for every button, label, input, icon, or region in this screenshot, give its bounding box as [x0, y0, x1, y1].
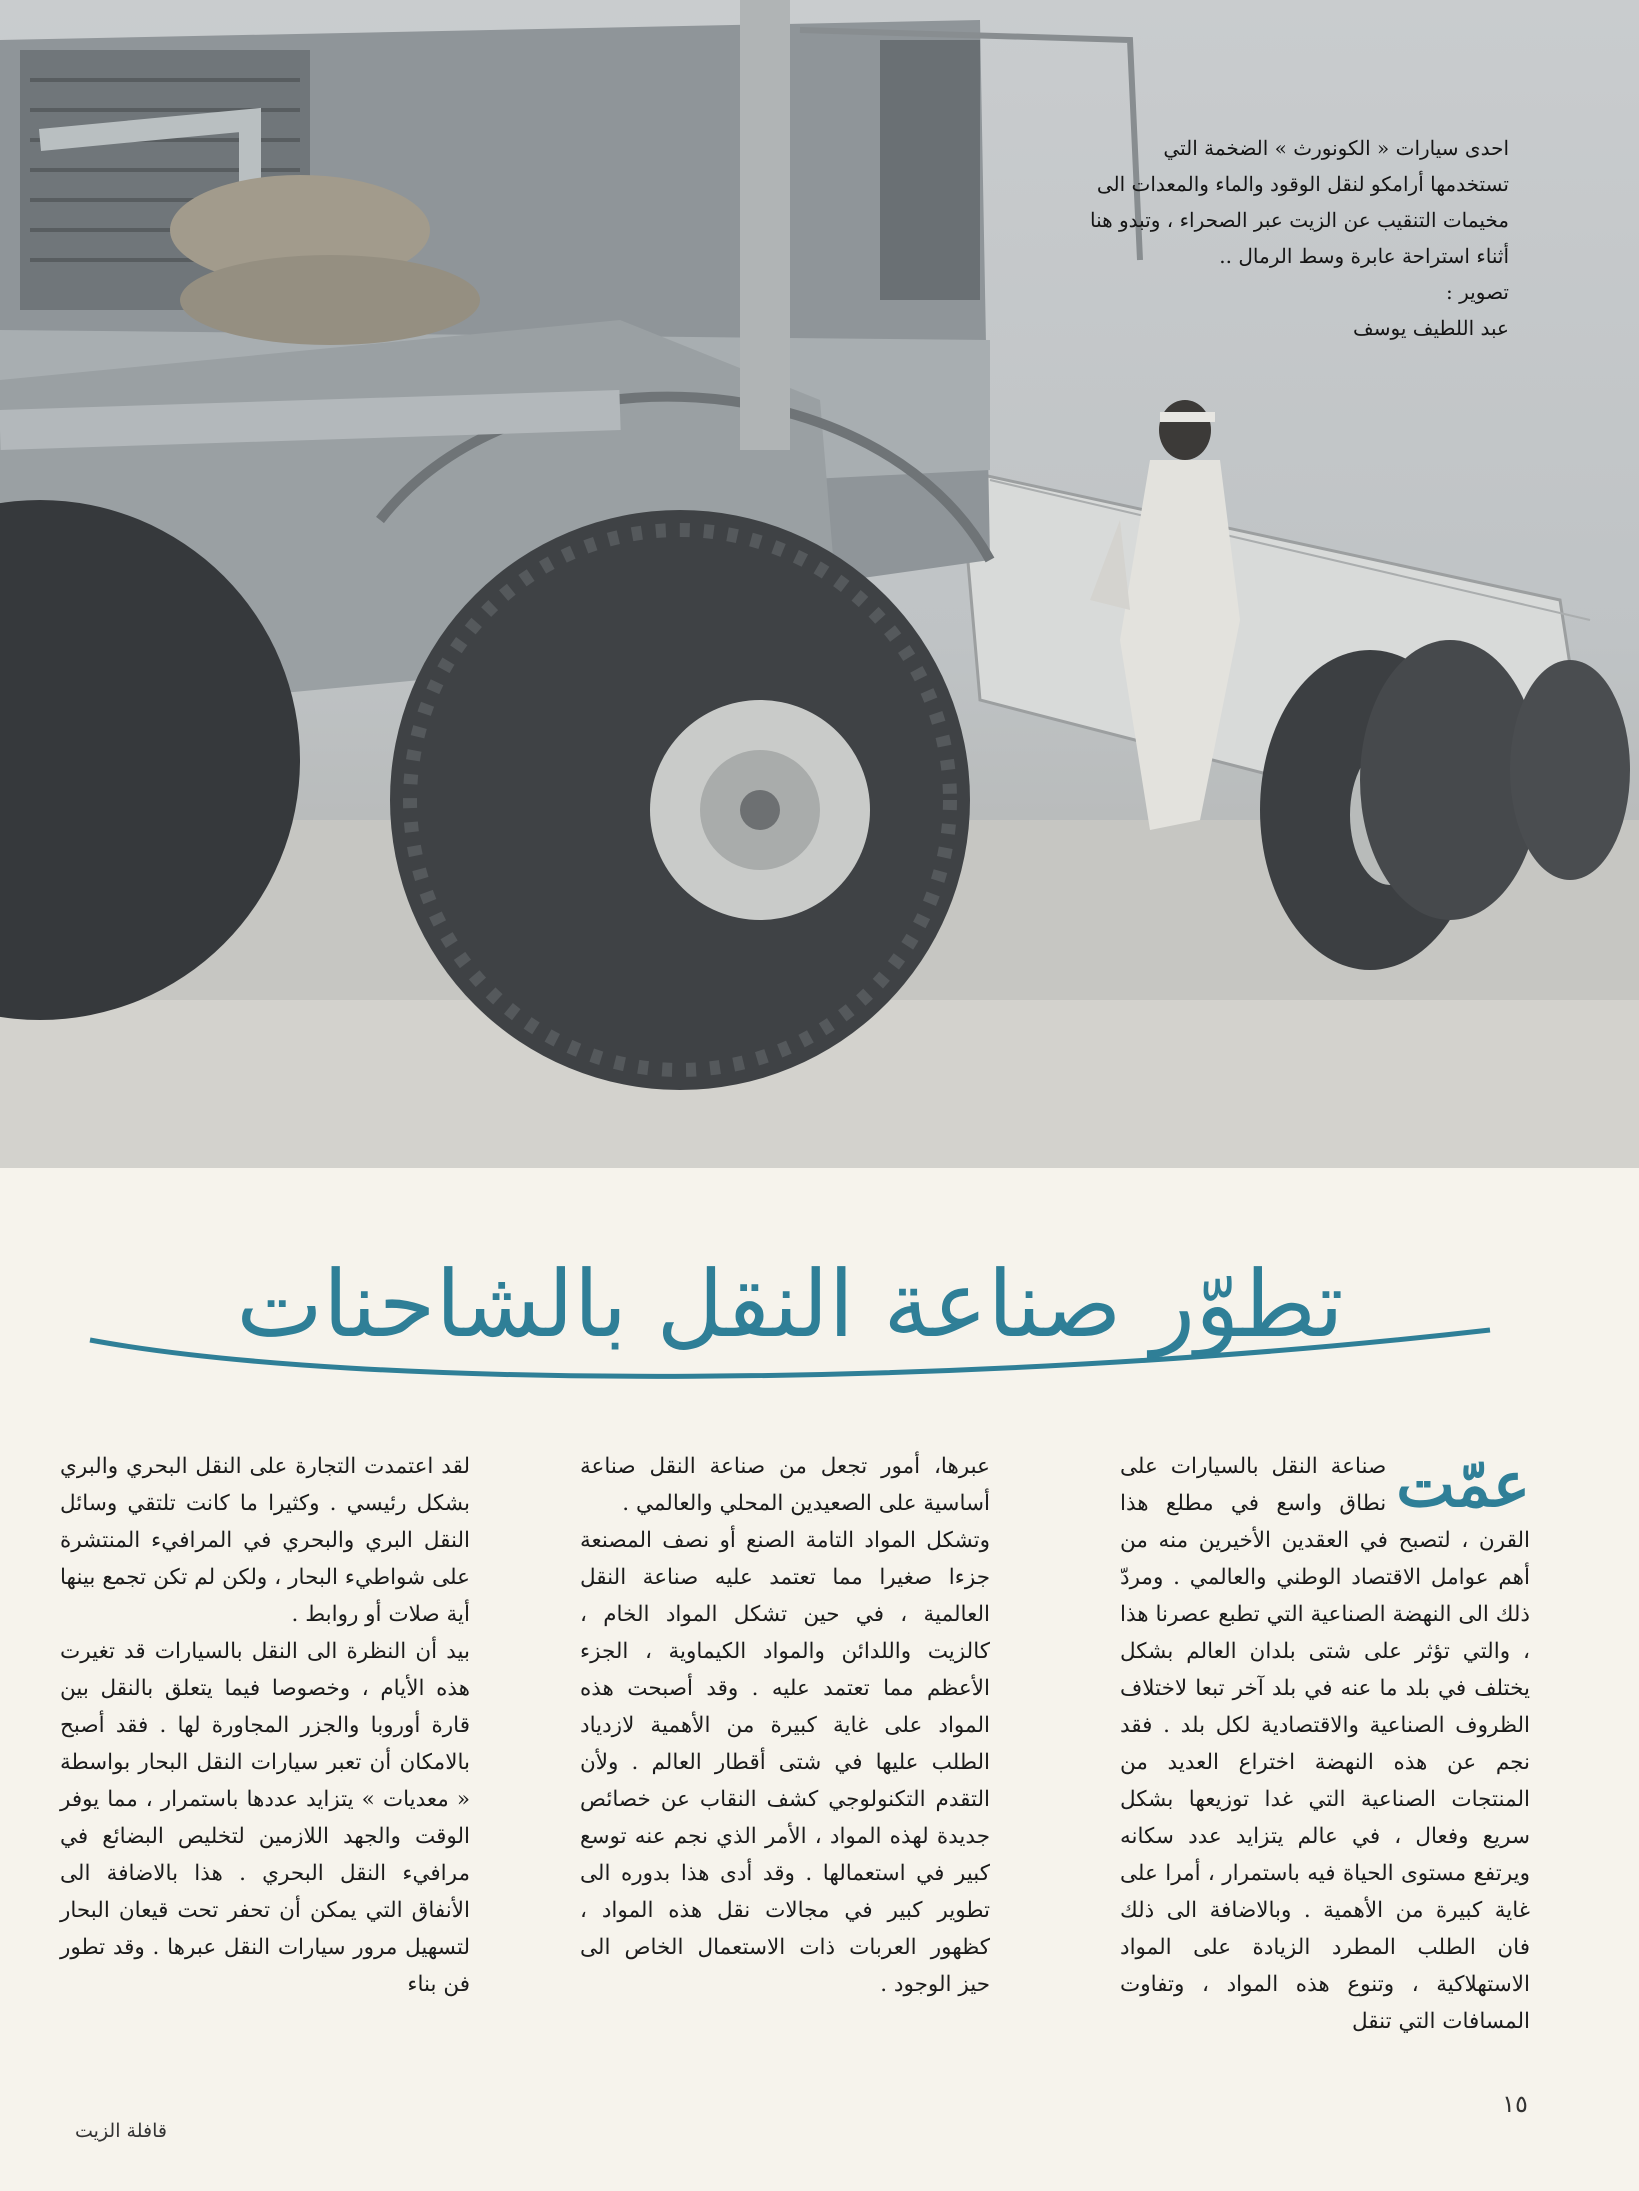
- article-column-1: [1120, 1448, 1530, 2068]
- photo-credit-name: عبد اللطيف يوسف: [1353, 316, 1509, 340]
- headline-swoosh-decoration: [60, 1220, 1520, 1390]
- magazine-footer: قافلة الزيت: [75, 2120, 167, 2142]
- column-1-paragraph: صناعة النقل بالسيارات على نطاق واسع في مطلع هذا القرن ، لتصبح في العقدين الأخيرين منه من أهم عوامل الاقتصاد الوطني والعالمي . ومردّ ذلك الى النهضة الصناعية التي تطبع عصرنا هذا ، والتي تؤثر على شتى بلدان العالم بشكل يختلف في بلد ما عنه في بلد آخر تبعا لاختلاف الظروف الصناعية والاقتصادية لكل بلد . فقد نجم عن هذه النهضة اختراع العديد من المنتجات الصناعية التي غدا توزيعها بشكل سريع وفعال ، في عالم يتزايد عدد سكانه ويرتفع مستوى الحياة فيه باستمرار ، أمرا على غاية كبيرة من الأهمية . وبالاضافة الى ذلك فان الطلب المطرد الزيادة على المواد الاستهلاكية ، وتنوع هذه المواد ، وتفاوت المسافات التي تنقل: [1120, 1454, 1530, 2034]
- photo-credit-label: تصوير :: [1446, 280, 1509, 304]
- photo-caption: [1089, 130, 1509, 346]
- column-2-paragraph-1: عبرها، أمور تجعل من صناعة النقل صناعة أساسية على الصعيدين المحلي والعالمي .: [580, 1454, 990, 1516]
- drop-cap: عمّت: [1396, 1448, 1530, 1521]
- column-3-paragraph-1: لقد اعتمدت التجارة على النقل البحري والبري بشكل رئيسي . وكثيرا ما كانت تلتقي وسائل النقل البري والبحري في المرافيء المنتشرة على شواطيء البحار ، ولكن لم تكن تجمع بينها أية صلات أو روابط .: [60, 1454, 470, 1627]
- article-column-2: [580, 1448, 990, 2068]
- article-headline: [60, 1220, 1520, 1390]
- column-3-paragraph-2: بيد أن النظرة الى النقل بالسيارات قد تغيرت هذه الأيام ، وخصوصا فيما يتعلق بالنقل بين قارة أوروبا والجزر المجاورة لها . فقد أصبح بالامكان أن تعبر سيارات النقل البحار بواسطة « معديات » يتزايد عددها باستمرار ، مما يوفر الوقت والجهد اللازمين لتخليص البضائع في مرافيء النقل البحري . هذا بالاضافة الى الأنفاق التي يمكن أن تحفر تحت قيعان البحار لتسهيل مرور سيارات النقل عبرها . وقد تطور فن بناء: [60, 1639, 471, 1997]
- column-2-paragraph-2: وتشكل المواد التامة الصنع أو نصف المصنعة جزءا صغيرا مما تعتمد عليه صناعة النقل العالمية ، في حين تشكل المواد الخام ، كالزيت واللدائن والمواد الكيماوية ، الجزء الأعظم مما تعتمد عليه . وقد أصبحت هذه المواد على غاية كبيرة من الأهمية لازدياد الطلب عليها في شتى أقطار العالم . ولأن التقدم التكنولوجي كشف النقاب عن خصائص جديدة لهذه المواد ، الأمر الذي نجم عنه توسع كبير في استعمالها . وقد أدى هذا بدوره الى تطوير كبير في مجالات نقل هذه المواد ، كظهور العربات ذات الاستعمال الخاص الى حيز الوجود .: [580, 1528, 990, 1997]
- article-column-3: [60, 1448, 470, 2068]
- caption-text: احدى سيارات « الكونورث » الضخمة التي تستخدمها أرامكو لنقل الوقود والماء والمعدات الى مخيمات التنقيب عن الزيت عبر الصحراء ، وتبدو هنا أثناء استراحة عابرة وسط الرمال ..: [1089, 136, 1509, 268]
- headline-text: تطوّر صناعة النقل بالشاحنات: [236, 1251, 1344, 1358]
- page-number: ١٥: [1502, 2090, 1528, 2118]
